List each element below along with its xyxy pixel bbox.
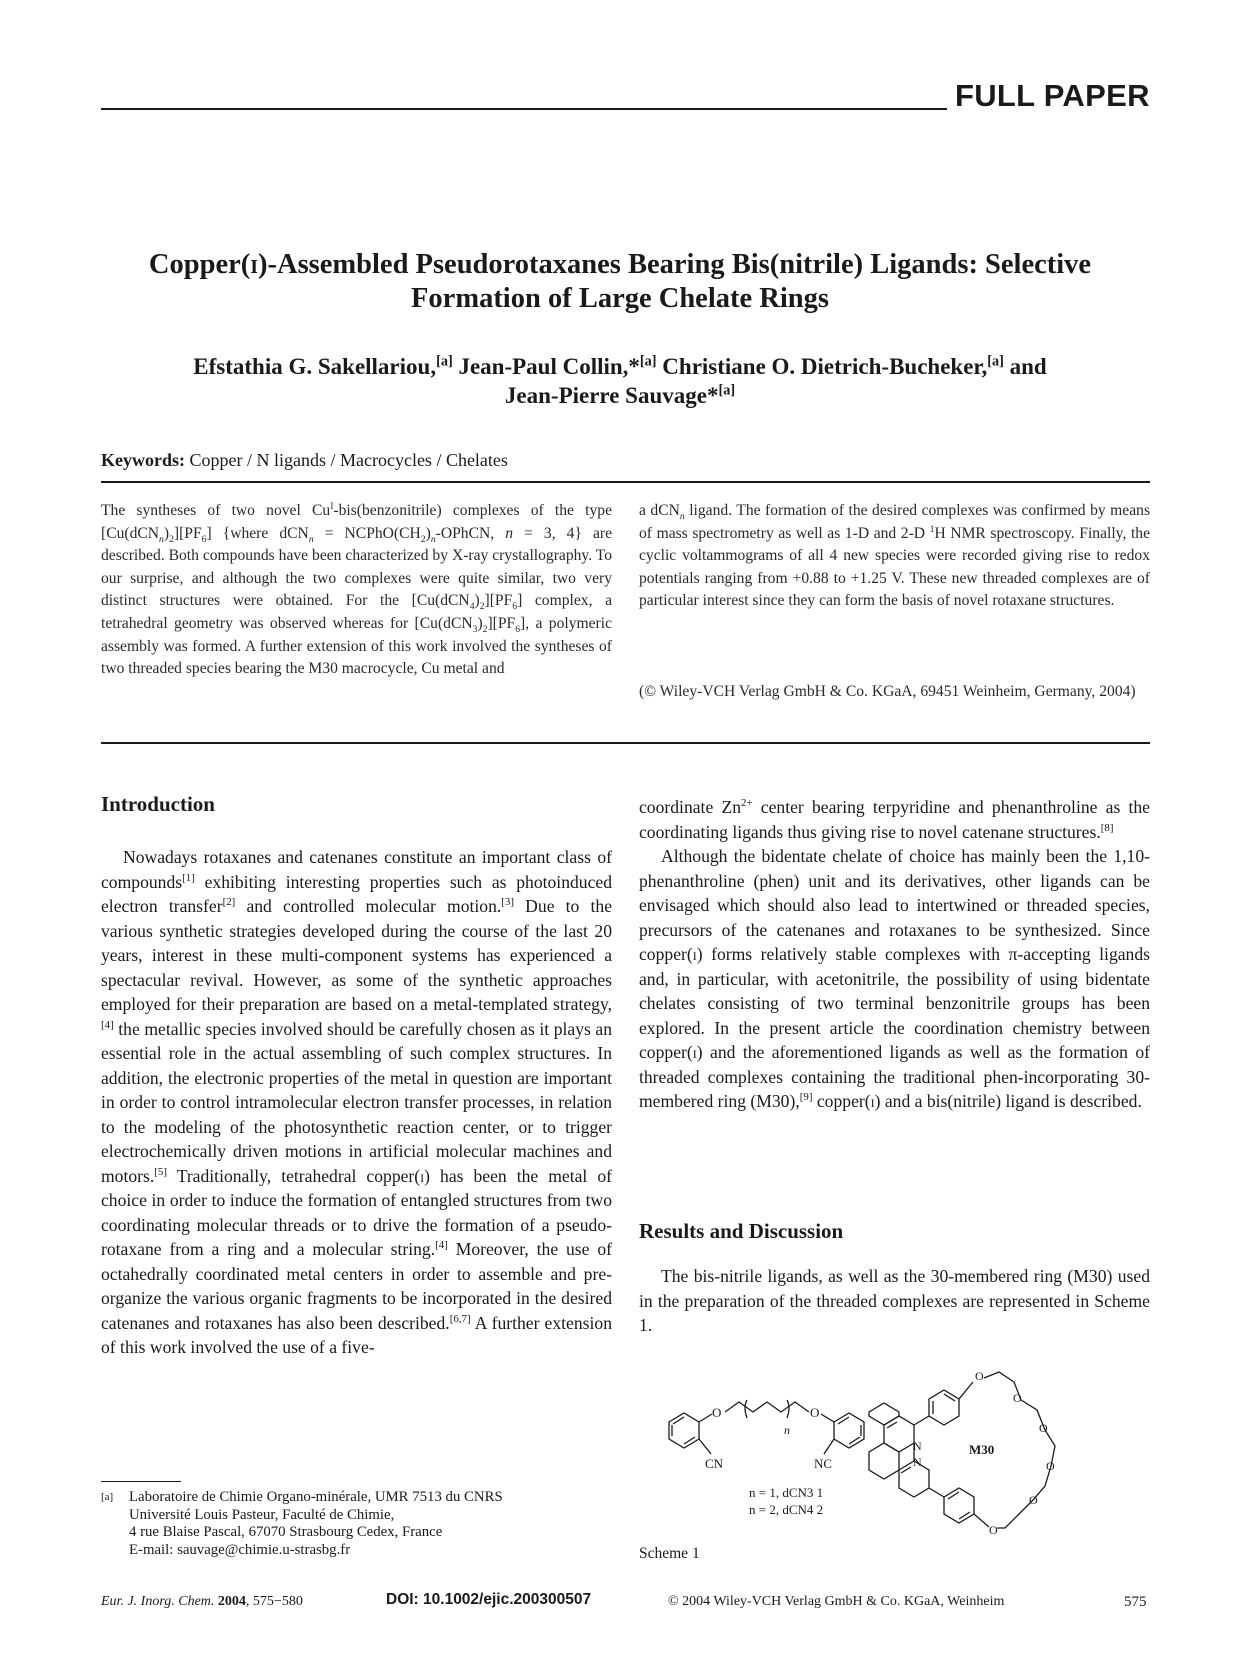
footnote-marker: [a] (101, 1491, 114, 1503)
scheme-caption: Scheme 1 (639, 1545, 700, 1562)
keywords (101, 450, 508, 471)
nitrogen-label-1: N (913, 1439, 922, 1453)
introduction-heading: Introduction (101, 792, 215, 816)
footnote-affiliation (129, 1489, 619, 1559)
introduction-paragraph-right: coordinate $Zn^{2+}$ center bearing terpyridine and phenanthroline as the coordinating ligands thus giving rise to novel catenane structures.[8] Although the bidentate chelate of choice has mainly been the 1,10-phenanthroline (phen) unit and its derivatives, other ligands can be envisaged which should also lead to intertwined or threaded species, precursors of the catenanes and rotaxanes to be synthesized. Since copper(i) forms relatively stable complexes with π-accepting ligands and, in particular, with acetonitrile, the possibility of using bidentate chelates consisting of two terminal benzonitrile groups has been explored. In the present article the coordination chemistry between copper(i) and the aforementioned ligands as well as the formation of threaded complexes containing the traditional phen-incorporating 30-membered ring (M30),[9] copper(i) and a bis(nitrile) ligand is described. (639, 797, 1150, 1111)
results-heading: Results and Discussion (639, 1219, 844, 1243)
oxygen-label-1: O (712, 1405, 722, 1420)
ether-oxygen-2: O (1013, 1391, 1022, 1405)
author-list: Efstathia G. Sakellariou,[a] Jean-Paul Collin,*[a] Christiane O. Dietrich-Bucheker,[a] and Jean-Pierre Sauvage*[a] (193, 353, 1047, 408)
ether-oxygen-5: O (1029, 1493, 1038, 1507)
page-number: 575 (1124, 1594, 1147, 1610)
keywords-value: Copper / N ligands / Macrocycles / Chelates (189, 450, 508, 470)
nc-label-right: NC (814, 1456, 833, 1471)
footnote-line-2: Université Louis Pasteur, Faculté de Chimie, (129, 1506, 395, 1523)
scheme-1-structures (639, 1342, 1150, 1542)
abstract-top-rule (101, 481, 1150, 483)
n-subscript-label: n (784, 1423, 790, 1437)
footer-citation (101, 1594, 303, 1610)
footer-copyright: © 2004 Wiley-VCH Verlag GmbH & Co. KGaA, Weinheim (668, 1594, 1005, 1609)
m30-label: M30 (969, 1442, 995, 1457)
ether-oxygen-6: O (989, 1523, 998, 1537)
abstract-left: The syntheses of two novel $Cu^I-bis(benzonitrile)$ complexes of the type $[Cu(dCN_n)_2][PF_6]$ {where $dCN_n = NCPhO(CH_2)_n$-OPhCN, n = 3, 4} are described. Both compounds have been characterized by X-ray crystallography. To our surprise, and although the two complexes were quite similar, two very distinct structures were obtained. For the $[Cu(dCN_4)_2][PF_6]$ complex, a tetrahedral geometry was observed whereas for $[Cu(dCN_3)_2][PF_6]$, a polymeric assembly was formed. A further extension of this work involved the syntheses of two threaded species bearing the M30 macrocycle, Cu metal and (101, 500, 613, 678)
oxygen-label-2: O (810, 1405, 820, 1420)
ether-oxygen-4: O (1046, 1459, 1055, 1473)
footer-year: 2004 (217, 1594, 246, 1609)
introduction-paragraph-1: Nowadays rotaxanes and catenanes constitute an important class of compounds[1] exhibiting interesting properties such as photoinduced electron transfer[2] and controlled molecular motion.[3] Due to the various synthetic strategies developed during the course of the last 20 years, interest in these multi-component systems has experienced a spectacular revival. However, as some of the synthetic approaches employed for their preparation are based on a metal-templated strategy,[4] the metallic species involved should be carefully chosen as it plays an essential role in the actual assembling of such complex structures. In addition, the electronic properties of the metal in question are important in order to control intramolecular electron transfer processes, in relation to the modeling of the photosynthetic reaction center, or to trigger electrochemically driven motions in artificial molecular machines and motors.[5] Traditionally, tetrahedral copper(i) has been the metal of choice in order to induce the formation of entangled structures from two coordinating molecular threads or to drive the formation of a pseudo-rotaxane from a ring and a molecular string.[4] Moreover, the use of octahedrally coordinated metal centers in order to assemble and pre-organize the various organic fragments to be incorporated in the desired catenanes and rotaxanes has also been described.[6,7] A further extension of this work involved the use of a five- (101, 847, 613, 1357)
paper-title: Copper(i)-Assembled Pseudorotaxanes Bearing Bis(nitrile) Ligands: Selective Formation of Large Chelate Rings (148, 249, 1092, 314)
section-label: FULL PAPER (955, 78, 1150, 113)
abstract-right: a dCN$_n$ ligand. The formation of the desired complexes was confirmed by means of mass spectrometry as well as 1-D and 2-D $^1$H NMR spectroscopy. Finally, the cyclic voltammograms of all 4 new species were recorded giving rise to redox potentials ranging from +0.88 to +1.25 V. These new threaded complexes are of particular interest since they can form the basis of novel rotaxane structures. (639, 502, 1151, 610)
footnote-rule (101, 1481, 181, 1482)
nitrogen-label-2: N (913, 1455, 922, 1469)
results-paragraph-1: The bis-nitrile ligands, as well as the 30-membered ring (M30) used in the preparation of the threaded complexes are represented in Scheme 1. (639, 1266, 1150, 1335)
ether-oxygen-3: O (1039, 1421, 1048, 1435)
footer-journal: Eur. J. Inorg. Chem. (101, 1594, 215, 1609)
footnote-email: E-mail: sauvage@chimie.u-strasbg.fr (129, 1541, 351, 1558)
ether-oxygen-1: O (975, 1369, 984, 1383)
scheme-legend-2: n = 2, dCN4 2 (749, 1502, 824, 1517)
abstract-bottom-rule (101, 742, 1150, 744)
scheme-legend-1: n = 1, dCN3 1 (749, 1485, 824, 1500)
footer-pages: , 575−580 (245, 1594, 303, 1609)
header-rule (101, 108, 947, 110)
footnote-line-3: 4 rue Blaise Pascal, 67070 Strasbourg Cedex, France (129, 1524, 443, 1541)
keywords-label: Keywords: (101, 450, 185, 470)
abstract-copyright: (© Wiley-VCH Verlag GmbH & Co. KGaA, 69451 Weinheim, Germany, 2004) (639, 683, 1136, 700)
m30-macrocycle (869, 1372, 1055, 1528)
footer-doi[interactable]: DOI: 10.1002/ejic.200300507 (386, 1591, 592, 1608)
cn-label-left: CN (705, 1456, 724, 1471)
footnote-line-1: Laboratoire de Chimie Organo-minérale, UMR 7513 du CNRS (129, 1489, 503, 1505)
